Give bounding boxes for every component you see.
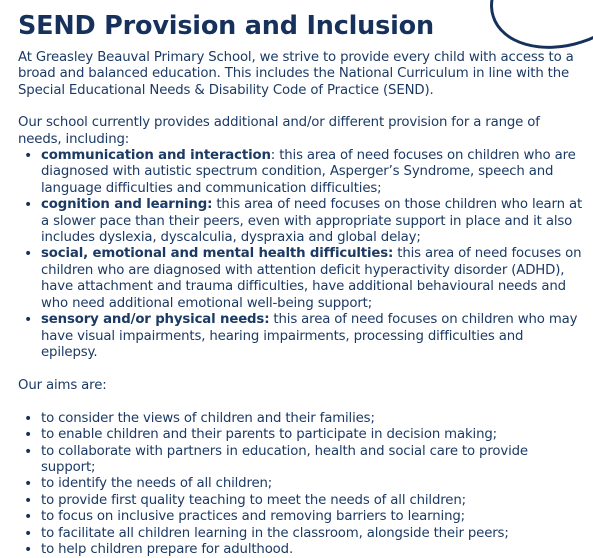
list-item: • to facilitate all children learning in the classroom, alongside their peers; [18, 526, 583, 542]
need-term: social, emotional and mental health difficulties: [41, 246, 394, 262]
list-item: • to identify the needs of all children; [18, 476, 583, 492]
list-item [18, 148, 583, 197]
list-item [18, 246, 583, 312]
need-description: this area of need focuses on children who may have visual impairments, hearing impairments, processing difficulties and epilepsy. [41, 312, 578, 360]
intro-paragraph: At Greasley Beauval Primary School, we strive to provide every child with access to a broad and balanced education. This includes the National Curriculum in line with the Special Educational Needs & Disability Code of Practice (SEND). [18, 50, 574, 98]
aims-list [18, 411, 583, 558]
page-title: SEND Provision and Inclusion [18, 11, 434, 41]
list-item [18, 312, 583, 361]
provision-intro: Our school currently provides additional and/or different provision for a range of needs, including: [18, 115, 540, 147]
list-item: • to enable children and their parents to participate in decision making; [18, 427, 583, 443]
need-term: communication and interaction [41, 148, 271, 164]
list-item [18, 197, 583, 246]
document-page [18, 10, 583, 558]
need-description: this area of need focuses on children who are diagnosed with attention deficit hyperactivity disorder (ADHD), have attachment and trauma difficulties, have additional behavioural needs and who need additional emotional well-being support; [41, 246, 582, 311]
need-description: this area of need focuses on those children who learn at a slower pace than their peers, even with appropriate support in place and it also includes dyslexia, dyscalculia, dyspraxia and global delay; [41, 197, 583, 246]
aims-heading: Our aims are: [18, 378, 107, 394]
list-item: • to collaborate with partners in education, health and social care to provide support; [18, 444, 583, 477]
need-description: : this area of need focuses on children who are diagnosed with autistic spectrum condition, Asperger’s Syndrome, speech and language difficulties and communication difficulties; [41, 148, 576, 196]
list-item: • to provide first quality teaching to meet the needs of all children; [18, 493, 583, 509]
list-item: • to consider the views of children and their families; [18, 411, 583, 427]
needs-list [18, 148, 583, 361]
list-item: • to help children prepare for adulthood. [18, 542, 583, 558]
need-term: sensory and/or physical needs: [41, 312, 270, 328]
need-term: cognition and learning: [41, 197, 213, 213]
list-item: • to focus on inclusive practices and removing barriers to learning; [18, 509, 583, 525]
